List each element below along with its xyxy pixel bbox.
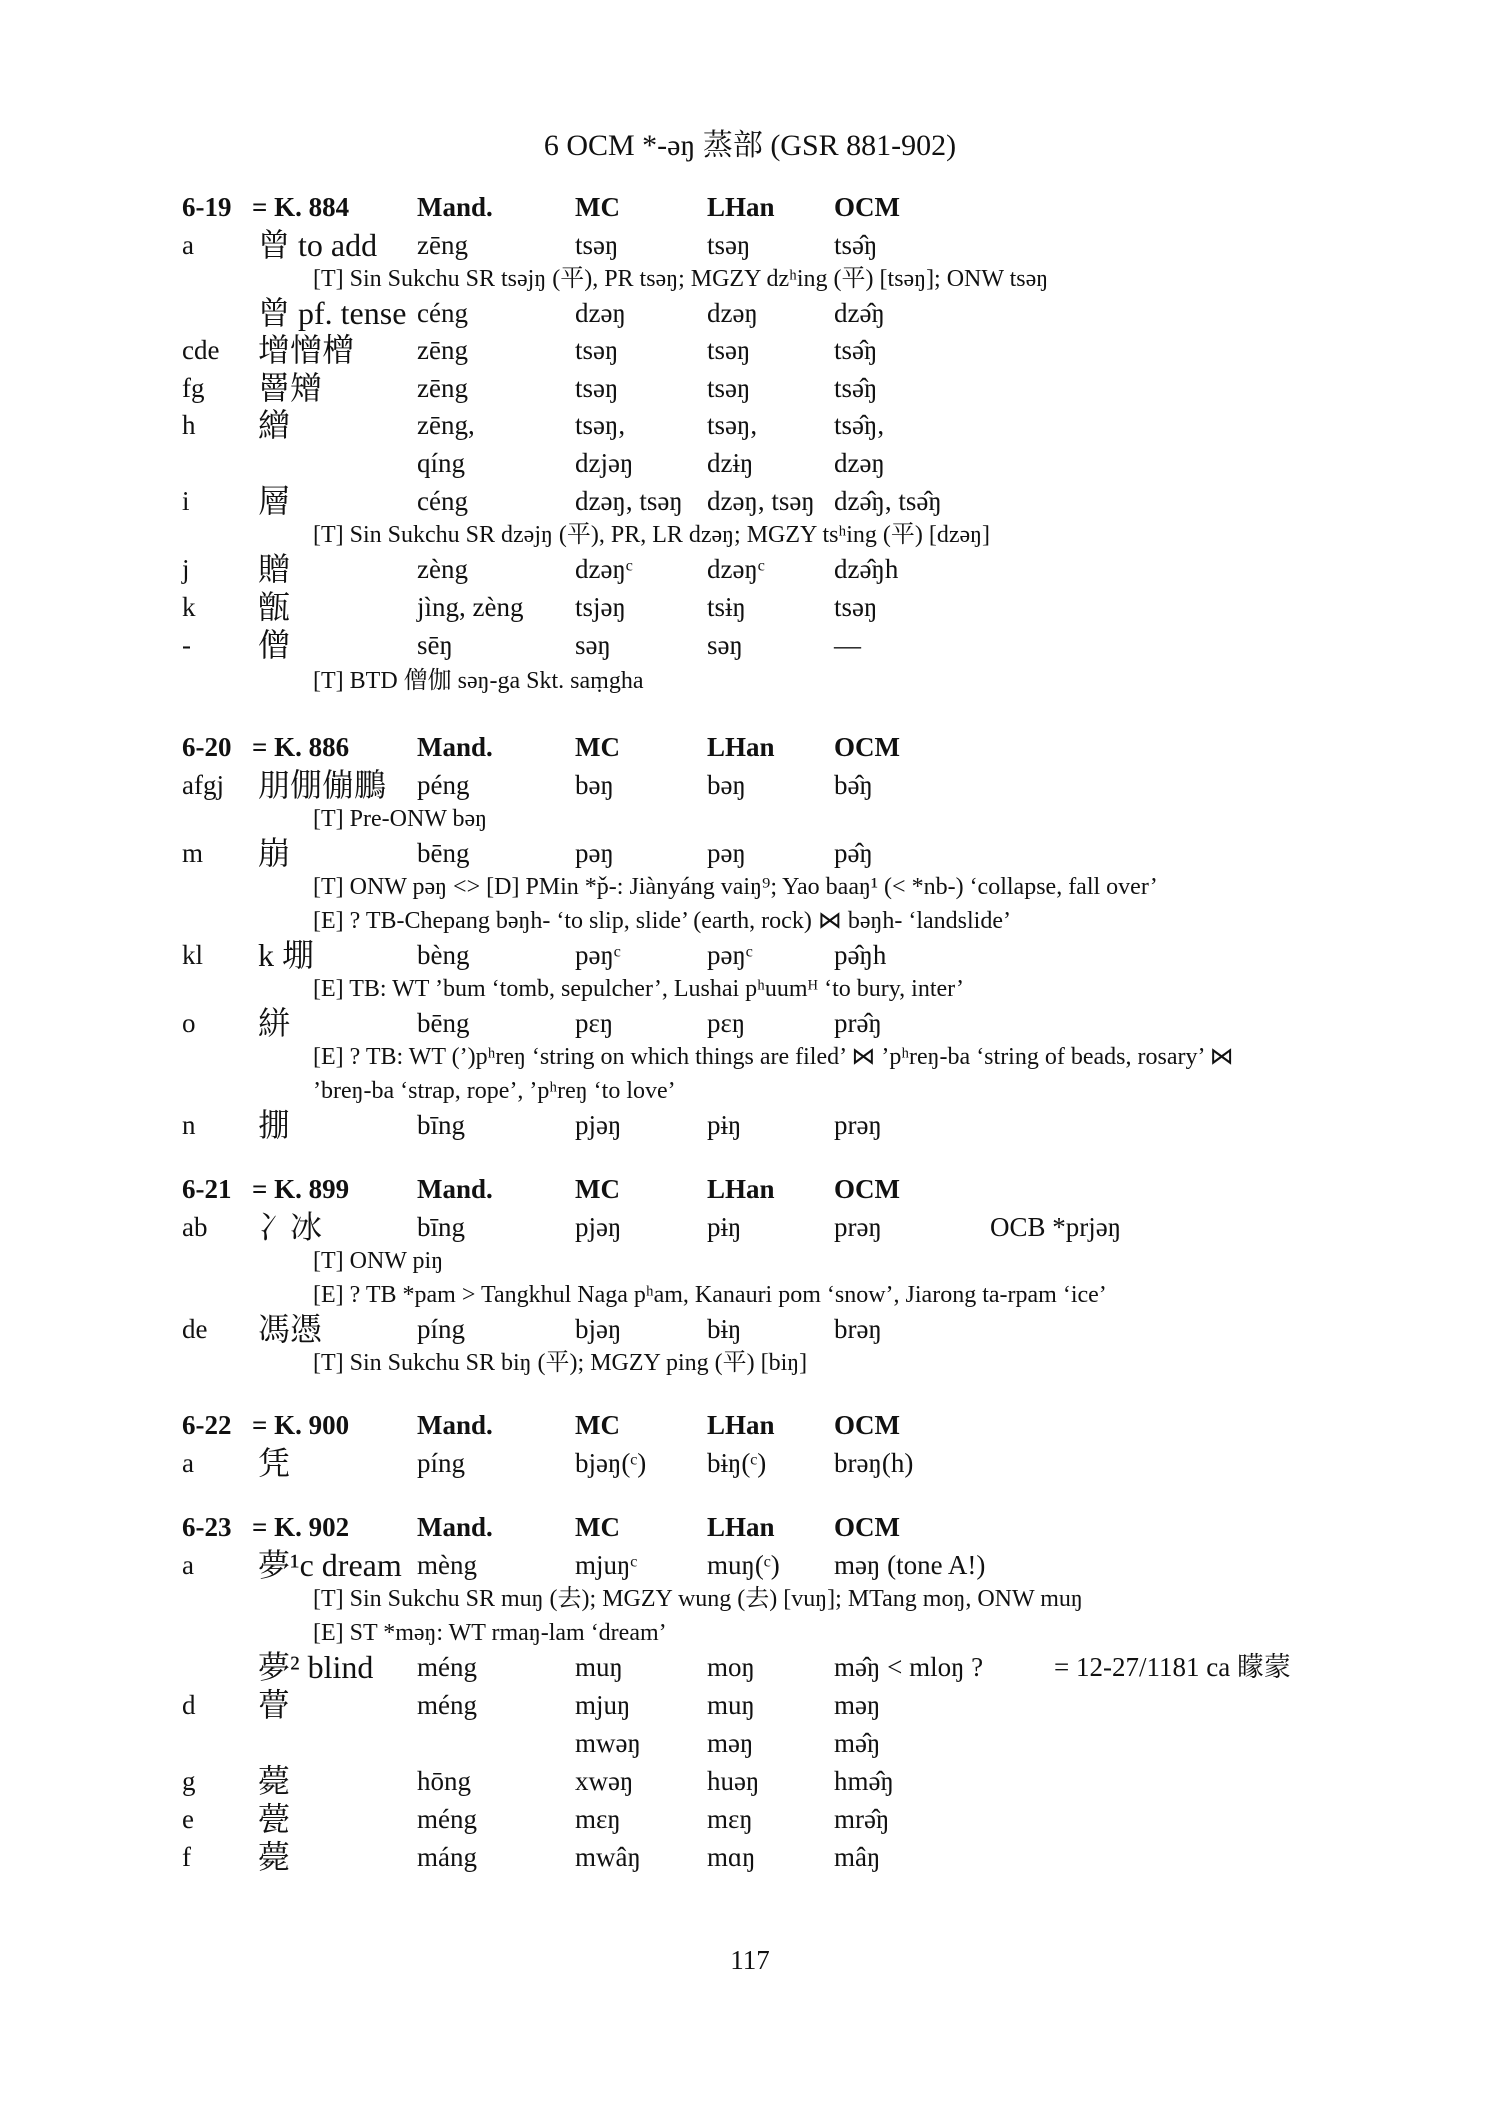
column-header: LHan — [707, 1512, 775, 1542]
entry-cell: méng — [417, 1804, 477, 1834]
entry-cell: mrə̂ŋ — [834, 1804, 890, 1834]
entry-cell: pəŋ — [707, 838, 746, 868]
column-header: 6-21 — [182, 1174, 232, 1204]
entry-cell: mâŋ — [834, 1842, 881, 1872]
entry-cell: mjuŋᶜ — [575, 1550, 638, 1580]
column-header: MC — [575, 1410, 620, 1440]
entry-cell: pəŋᶜ — [575, 940, 621, 970]
entry-row — [0, 445, 1500, 481]
column-header: LHan — [707, 732, 775, 762]
entry-cell: - — [182, 630, 191, 660]
entry-cell: bèng — [417, 940, 470, 970]
column-header: = K. 900 — [252, 1410, 350, 1440]
column-header: 6-19 — [182, 192, 232, 222]
entry-cell: méng — [417, 1690, 477, 1720]
entry-cell: mjuŋ — [575, 1690, 631, 1720]
entry-cell: zēng — [417, 335, 468, 365]
column-header: OCM — [834, 732, 900, 762]
entry-cell: 馮憑 — [258, 1311, 323, 1347]
entry-cell: bjəŋ — [575, 1314, 622, 1344]
entry-cell: 曾 pf. tense — [258, 295, 407, 331]
entry-row — [0, 589, 1500, 625]
column-header: = K. 902 — [252, 1512, 350, 1542]
entry-cell: hōng — [417, 1766, 471, 1796]
entry-cell: píng — [417, 1314, 466, 1344]
entry-cell: o — [182, 1008, 196, 1038]
entry-cell: méng — [417, 1652, 477, 1682]
note-line: [E] ? TB-Chepang bəŋh- ‘to slip, slide’ (earth, rock) ⋈ bəŋh- ‘landslide’ — [313, 908, 1011, 934]
entry-cell: xwəŋ — [575, 1766, 634, 1796]
entry-cell: afgj — [182, 770, 224, 800]
entry-row — [0, 1763, 1500, 1799]
entry-cell: 崩 — [258, 835, 291, 871]
entry-cell: m — [182, 838, 204, 868]
entry-cell: dzəŋᶜ — [707, 554, 765, 584]
entry-cell: muŋ(ᶜ) — [707, 1550, 780, 1580]
entry-row — [0, 1005, 1500, 1041]
entry-cell: tsɨŋ — [707, 592, 746, 622]
entry-cell: səŋ — [575, 630, 611, 660]
entry-header-row — [0, 1509, 1500, 1545]
entry-cell: 增憎橧 — [258, 332, 355, 368]
entry-row — [0, 937, 1500, 973]
entry-cell: bɨŋ — [707, 1314, 742, 1344]
entry-cell: dzə̂ŋ, tsə̂ŋ — [834, 486, 942, 516]
entry-cell: dzəŋ — [834, 448, 885, 478]
entry-cell: moŋ — [707, 1652, 755, 1682]
entry-cell: bīng — [417, 1212, 466, 1242]
column-header: Mand. — [417, 192, 493, 222]
entry-cell: muŋ — [575, 1652, 623, 1682]
entry-cell: tsəŋ — [575, 230, 619, 260]
column-header: Mand. — [417, 732, 493, 762]
entry-row — [0, 1839, 1500, 1875]
entry-cell: céng — [417, 298, 468, 328]
column-header: LHan — [707, 1410, 775, 1440]
entry-header-row — [0, 189, 1500, 225]
note-line: [T] BTD 僧伽 səŋ-ga Skt. saṃgha — [313, 668, 644, 694]
entry-cell: cde — [182, 335, 220, 365]
entry-cell: pəŋ — [575, 838, 614, 868]
entry-cell: de — [182, 1314, 208, 1344]
entry-cell: qíng — [417, 448, 466, 478]
entry-cell: prə̂ŋ — [834, 1008, 882, 1038]
note-line: [E] ? TB *pam > Tangkhul Naga pʰam, Kanauri pom ‘snow’, Jiarong ta-rpam ‘ice’ — [313, 1282, 1107, 1308]
entry-cell: jìng, zèng — [417, 592, 524, 622]
entry-cell: mə̂ŋ < mloŋ ? — [834, 1652, 984, 1682]
entry-row — [0, 767, 1500, 803]
entry-cell: mèng — [417, 1550, 477, 1580]
entry-cell: 罾矰 — [258, 370, 323, 406]
entry-header-row — [0, 729, 1500, 765]
entry-cell: dzə̂ŋ — [834, 298, 885, 328]
note-line: ’breŋ-ba ‘strap, rope’, ’pʰreŋ ‘to love’ — [313, 1078, 676, 1104]
entry-cell: pɨŋ — [707, 1212, 742, 1242]
entry-cell: d — [182, 1690, 196, 1720]
entry-cell: səŋ — [707, 630, 743, 660]
entry-cell: 薨 — [258, 1763, 291, 1799]
column-header: = K. 884 — [252, 192, 350, 222]
entry-cell: fg — [182, 373, 205, 403]
entry-cell: 瞢 — [258, 1687, 291, 1723]
entry-cell: brəŋ(h) — [834, 1448, 914, 1478]
entry-cell: 繒 — [258, 407, 291, 443]
column-header: OCM — [834, 1512, 900, 1542]
column-header: Mand. — [417, 1174, 493, 1204]
entry-cell: məŋ — [707, 1728, 754, 1758]
entry-cell: məŋ — [834, 1690, 881, 1720]
entry-cell: e — [182, 1804, 194, 1834]
entry-header-row — [0, 1407, 1500, 1443]
entry-row — [0, 1649, 1500, 1685]
entry-cell: mwəŋ — [575, 1728, 641, 1758]
column-header: MC — [575, 1174, 620, 1204]
column-header: Mand. — [417, 1410, 493, 1440]
entry-row — [0, 1445, 1500, 1481]
entry-cell: 夢² blind — [258, 1649, 374, 1685]
note-line: [T] Sin Sukchu SR dzəjŋ (平), PR, LR dzəŋ; MGZY tsʰing (平) [dzəŋ] — [313, 522, 991, 548]
entry-cell: 凭 — [258, 1445, 291, 1481]
entry-cell: tsəŋ — [707, 335, 751, 365]
entry-cell: muŋ — [707, 1690, 755, 1720]
entry-cell: pjəŋ — [575, 1110, 622, 1140]
entry-row — [0, 227, 1500, 263]
entry-cell: tsəŋ — [575, 335, 619, 365]
entry-cell: brəŋ — [834, 1314, 882, 1344]
entry-cell: céng — [417, 486, 468, 516]
entry-cell: mɑŋ — [707, 1842, 756, 1872]
entry-cell: 夢¹c dream — [258, 1547, 402, 1583]
entry-cell: huəŋ — [707, 1766, 760, 1796]
entry-row — [0, 551, 1500, 587]
column-header: MC — [575, 1512, 620, 1542]
entry-cell: sēŋ — [417, 630, 453, 660]
entry-cell: OCB *prjəŋ — [990, 1212, 1122, 1242]
page-number: 117 — [730, 1945, 770, 1975]
entry-cell: dzə̂ŋh — [834, 554, 899, 584]
entry-cell: 薨 — [258, 1839, 291, 1875]
entry-cell: h — [182, 410, 196, 440]
entry-cell: 贈 — [258, 551, 291, 587]
entry-cell: pɨŋ — [707, 1110, 742, 1140]
entry-cell: dzəŋᶜ — [575, 554, 633, 584]
column-header: OCM — [834, 1410, 900, 1440]
note-line: [T] Pre-ONW bəŋ — [313, 806, 488, 832]
entry-cell: zèng — [417, 554, 468, 584]
entry-cell: pjəŋ — [575, 1212, 622, 1242]
entry-cell: mwâŋ — [575, 1842, 641, 1872]
entry-cell: dzəŋ, tsəŋ — [707, 486, 815, 516]
entry-row — [0, 1311, 1500, 1347]
entry-row — [0, 295, 1500, 331]
entry-cell: 朋倗傰鵬 — [258, 767, 387, 803]
entry-cell: 冫冰 — [258, 1209, 323, 1245]
entry-cell: f — [182, 1842, 191, 1872]
entry-cell: a — [182, 230, 194, 260]
entry-cell: dzɨŋ — [707, 448, 754, 478]
entry-cell: məŋ (tone A!) — [834, 1550, 986, 1580]
column-header: OCM — [834, 192, 900, 222]
entry-cell: tsjəŋ — [575, 592, 626, 622]
entry-cell: pə̂ŋ — [834, 838, 873, 868]
entry-cell: 掤 — [258, 1107, 291, 1143]
entry-cell: tsə̂ŋ, — [834, 410, 885, 440]
entry-cell: 曾 to add — [258, 227, 378, 263]
entry-cell: tsəŋ — [707, 230, 751, 260]
entry-row — [0, 332, 1500, 368]
entry-cell: tsəŋ — [834, 592, 878, 622]
entry-cell: a — [182, 1448, 194, 1478]
entry-cell: pə̂ŋh — [834, 940, 887, 970]
entry-cell: a — [182, 1550, 194, 1580]
entry-cell: 層 — [258, 483, 291, 519]
entry-cell: mɛŋ — [575, 1804, 621, 1834]
entry-cell: zēng — [417, 230, 468, 260]
entry-cell: zēng — [417, 373, 468, 403]
note-line: [T] Sin Sukchu SR biŋ (平); MGZY ping (平) [biŋ] — [313, 1350, 808, 1376]
note-line: [T] ONW pəŋ <> [D] PMin *p̌-: Jiànyáng vaiŋ⁹; Yao baaŋ¹ (< *nb-) ‘collapse, fall over’ — [313, 874, 1158, 900]
entry-header-row — [0, 1171, 1500, 1207]
column-header: MC — [575, 192, 620, 222]
entry-cell: 甑 — [258, 589, 291, 625]
entry-cell: dzjəŋ — [575, 448, 634, 478]
entry-cell: bɨŋ(ᶜ) — [707, 1448, 767, 1478]
entry-row — [0, 1801, 1500, 1837]
entry-cell: píng — [417, 1448, 466, 1478]
entry-cell: máng — [417, 1842, 477, 1872]
entry-cell: tsə̂ŋ — [834, 230, 878, 260]
entry-cell: tsəŋ — [707, 373, 751, 403]
entry-row — [0, 835, 1500, 871]
entry-row — [0, 1209, 1500, 1245]
note-line: [T] Sin Sukchu SR tsəjŋ (平), PR tsəŋ; MGZY dzʰing (平) [tsəŋ]; ONW tsəŋ — [313, 266, 1049, 292]
entry-cell: bəŋ — [575, 770, 614, 800]
column-header: MC — [575, 732, 620, 762]
entry-cell: tsəŋ, — [707, 410, 758, 440]
entry-cell: 甍 — [258, 1801, 291, 1837]
entry-cell: pɛŋ — [575, 1008, 614, 1038]
entry-cell: bəŋ — [707, 770, 746, 800]
entry-cell: pɛŋ — [707, 1008, 746, 1038]
entry-row — [0, 1687, 1500, 1723]
note-line: [E] ? TB: WT (’)pʰreŋ ‘string on which things are filed’ ⋈ ’pʰreŋ-ba ‘string of beads, rosary’ ⋈ — [313, 1044, 1234, 1070]
column-header: 6-23 — [182, 1512, 232, 1542]
entry-cell: dzəŋ, tsəŋ — [575, 486, 683, 516]
entry-cell: prəŋ — [834, 1212, 882, 1242]
entry-cell: tsə̂ŋ — [834, 335, 878, 365]
entry-cell: k 堋 — [258, 937, 315, 973]
entry-cell: tsəŋ — [575, 373, 619, 403]
entry-cell: bjəŋ(ᶜ) — [575, 1448, 647, 1478]
column-header: = K. 899 — [252, 1174, 350, 1204]
entry-cell: péng — [417, 770, 470, 800]
page-header: 6 OCM *-əŋ 蒸部 (GSR 881-902) — [543, 129, 957, 162]
entry-cell: pəŋᶜ — [707, 940, 753, 970]
entry-row — [0, 483, 1500, 519]
entry-row — [0, 407, 1500, 443]
note-line: [T] Sin Sukchu SR muŋ (去); MGZY wung (去) [vuŋ]; MTang moŋ, ONW muŋ — [313, 1586, 1083, 1612]
entry-cell: k — [182, 592, 196, 622]
entry-row — [0, 1725, 1500, 1761]
entry-cell: kl — [182, 940, 204, 970]
entry-cell: zēng, — [417, 410, 475, 440]
entry-row — [0, 1547, 1500, 1583]
entry-cell: mə̂ŋ — [834, 1728, 881, 1758]
entry-cell: = 12-27/1181 ca 矇蒙 — [1054, 1652, 1291, 1682]
entry-cell: bə̂ŋ — [834, 770, 873, 800]
entry-cell: hmə̂ŋ — [834, 1766, 894, 1796]
note-line: [E] ST *məŋ: WT rmaŋ-lam ‘dream’ — [313, 1620, 667, 1646]
column-header: LHan — [707, 192, 775, 222]
entry-cell: g — [182, 1766, 196, 1796]
entry-row — [0, 370, 1500, 406]
entry-cell: 僧 — [258, 627, 291, 663]
entry-cell: tsəŋ, — [575, 410, 626, 440]
entry-cell: mɛŋ — [707, 1804, 753, 1834]
column-header: Mand. — [417, 1512, 493, 1542]
entry-cell: — — [834, 630, 861, 660]
note-line: [E] TB: WT ’bum ‘tomb, sepulcher’, Lushai pʰuumᴴ ‘to bury, inter’ — [313, 976, 965, 1002]
entry-row — [0, 627, 1500, 663]
note-line: [T] ONW piŋ — [313, 1248, 444, 1274]
column-header: 6-20 — [182, 732, 232, 762]
entry-cell: ab — [182, 1212, 208, 1242]
column-header: LHan — [707, 1174, 775, 1204]
entry-cell: tsə̂ŋ — [834, 373, 878, 403]
column-header: OCM — [834, 1174, 900, 1204]
entry-cell: bēng — [417, 1008, 470, 1038]
entry-cell: bēng — [417, 838, 470, 868]
entry-cell: j — [182, 554, 190, 584]
entry-cell: dzəŋ — [575, 298, 626, 328]
column-header: 6-22 — [182, 1410, 232, 1440]
entry-cell: dzəŋ — [707, 298, 758, 328]
entry-row — [0, 1107, 1500, 1143]
entry-cell: prəŋ — [834, 1110, 882, 1140]
entry-cell: bīng — [417, 1110, 466, 1140]
entry-cell: n — [182, 1110, 196, 1140]
column-header: = K. 886 — [252, 732, 350, 762]
entry-cell: 絣 — [258, 1005, 291, 1041]
entry-cell: i — [182, 486, 190, 516]
